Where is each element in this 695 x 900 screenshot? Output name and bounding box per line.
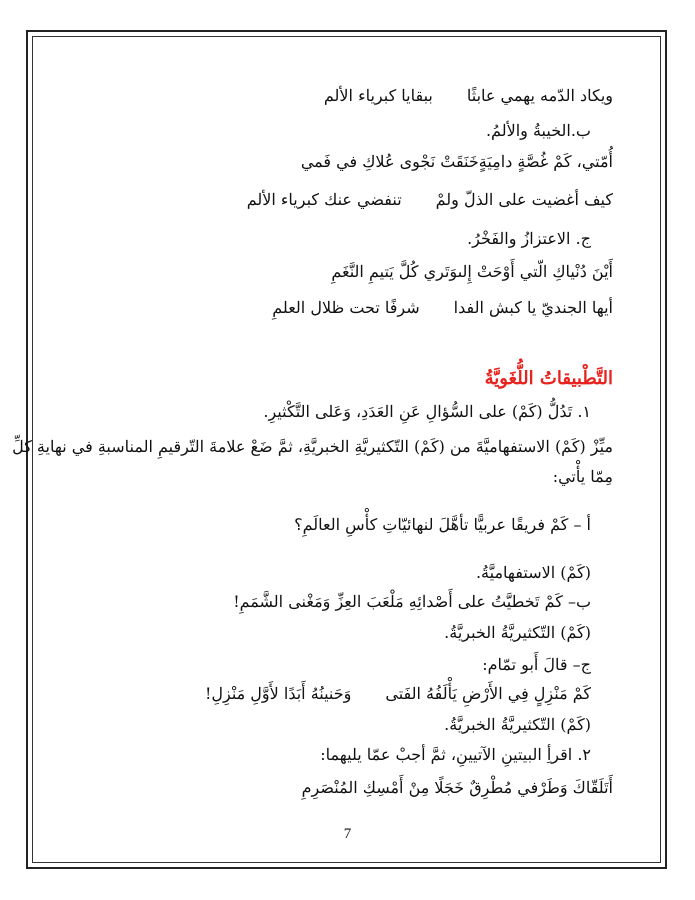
answer-line: ب.الخيبةُ والألمُ. xyxy=(485,121,591,140)
verse-line xyxy=(247,189,613,211)
instruction-text: ميِّزْ (كَمْ) الاستفهاميَّةَ من (كَمْ) التّكثيريَّةِ الخبريَّةِ، ثمَّ ضَعْ علامةَ التّرقيمِ المناسبةِ في نهايةِ كلِّ xyxy=(12,437,613,456)
verse-hemistich: ببقايا كبرياء الألم xyxy=(323,86,433,105)
verse-hemistich: كَمْ مَنْزِلٍ فِي الأَرْضِ يَأْلَفُهُ الفَتى xyxy=(385,684,591,703)
exercise-answer: (كَمْ) التّكثيريَّةُ الخبريَّةُ. xyxy=(444,715,591,734)
page-number: 7 xyxy=(343,826,352,842)
verse-hemistich: شرفًا تحت ظلال العلمِ xyxy=(272,298,420,317)
verse-line: أَتَلَقّاكَ وَطَرْفي مُطْرِقٌ خَجَلًا مِنْ أَمْسِكِ المُنْصَرِمِ xyxy=(301,778,613,797)
answer-line: ج. الاعتزازُ والفَخْرُ. xyxy=(467,229,591,248)
verse-hemistich: وَحَنينُهُ أَبَدًا لأَوَّلِ مَنْزِلِ! xyxy=(204,684,352,703)
verse-hemistich: كيف أغضيت على الذلّ ولمْ xyxy=(435,190,613,209)
section-heading: التَّطْبيقاتُ اللُّغَويَّةُ xyxy=(484,368,613,389)
verse-hemistich: تنفضي عنك كبرياء الألم xyxy=(246,190,402,209)
exercise-item: أ – كَمْ فريقًا عربيًّا تأهَّلَ لنهائيّاتِ كأْسِ العالَمِ؟ xyxy=(294,515,591,534)
verse-hemistich: أيها الجنديّ يا كبش الفدا xyxy=(453,298,613,317)
instruction-text: مِمّا يأْتي: xyxy=(552,467,613,486)
verse-line xyxy=(324,85,613,107)
exercise-answer: (كَمْ) التّكثيريَّةُ الخبريَّةُ. xyxy=(444,623,591,642)
verse-line xyxy=(272,297,613,319)
verse-hemistich: ويكاد الدّمه يهمي عابثًا xyxy=(466,86,613,105)
exercise-item: ب– كَمْ تَخطيَّتُ على أَصْدائِهِ مَلْعَبَ العِزِّ وَمَغْنى الشَّمَمِ! xyxy=(233,592,591,611)
exercise-prompt: ٢. اقرأِ البيتينِ الآتيينِ، ثمَّ أجبْ عمّا يليهما: xyxy=(320,745,591,764)
verse-line: أُمّتي، كَمْ غُصَّةٍ دامِيَةٍخَنَقَتْ نَجْوى عُلاكِ في فَمي xyxy=(300,152,613,171)
verse-line xyxy=(205,683,591,705)
verse-line: أَيْنَ دُنْياكِ الّتي أَوْحَتْ إِلىوَتَري كُلَّ يَتيمِ النَّغَمِ xyxy=(331,262,613,281)
rule-statement: ١. تَدُلُّ (كَمْ) على السُّؤالِ عَنِ العَدَدِ، وَعَلى التَّكْثيرِ. xyxy=(263,402,591,421)
exercise-item: ج– قالَ أَبو تمّام: xyxy=(482,655,591,674)
exercise-answer: (كَمْ) الاستفهاميَّةُ. xyxy=(475,563,591,582)
